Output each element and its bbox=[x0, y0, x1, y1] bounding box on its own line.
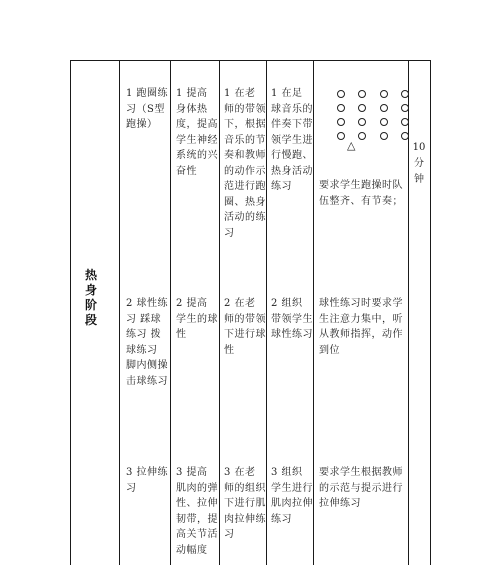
table-top-border bbox=[70, 60, 430, 61]
time-unit-char: 分 bbox=[414, 158, 424, 169]
row1-teacher-activity: 1 在老师的带领下，根据音乐的节奏和教师的动作示范进行跑圈、热身活动的练习 bbox=[224, 88, 266, 239]
stage-char: 身 bbox=[84, 283, 97, 297]
row3-goal: 3 提高肌肉的弹性、拉伸韧带，提高关节活动幅度 bbox=[176, 467, 218, 556]
formation-diagram bbox=[337, 87, 409, 143]
row1-student-activity: 1 在足球音乐的伴奏下带领学生进行慢跑、热身活动练习 bbox=[271, 88, 313, 192]
student-marker bbox=[380, 90, 388, 98]
teacher-marker: △ bbox=[347, 139, 356, 152]
time-unit-char: 钟 bbox=[414, 174, 424, 185]
student-marker bbox=[358, 90, 366, 98]
row3-requirement: 要求学生根据教师的示范与提示进行拉伸练习 bbox=[319, 467, 403, 509]
row2-goal: 2 提高学生的球性 bbox=[176, 298, 218, 340]
stage-char: 阶 bbox=[84, 298, 97, 312]
row1-requirement: 要求学生跑操时队伍整齐、有节奏； bbox=[319, 180, 403, 207]
table-left-border bbox=[70, 60, 71, 565]
student-marker bbox=[337, 132, 345, 140]
stage-label bbox=[84, 268, 98, 328]
student-marker bbox=[358, 132, 366, 140]
row3-student-activity: 3 组织学生进行肌肉拉伸练习 bbox=[271, 467, 313, 525]
column-divider-1 bbox=[119, 60, 120, 565]
table-right-border bbox=[430, 60, 431, 565]
row2-content: 2 球性练习 踩球练习 拨球练习 脚内侧操击球练习 bbox=[126, 298, 169, 387]
row3-teacher-activity: 3 在老师的组织下进行肌肉拉伸练习 bbox=[224, 467, 266, 540]
row2-student-activity: 2 组织带领学生球性练习 bbox=[271, 298, 313, 340]
student-marker bbox=[380, 132, 388, 140]
column-divider-3 bbox=[219, 60, 220, 565]
student-marker bbox=[380, 118, 388, 126]
stage-char: 热 bbox=[84, 268, 97, 282]
time-value: 10 bbox=[412, 142, 426, 153]
student-marker bbox=[380, 104, 388, 112]
time-allotment bbox=[411, 140, 427, 188]
student-marker bbox=[401, 90, 409, 98]
student-marker bbox=[401, 118, 409, 126]
student-marker bbox=[401, 104, 409, 112]
student-marker bbox=[337, 104, 345, 112]
student-marker bbox=[337, 118, 345, 126]
column-divider-4 bbox=[266, 60, 267, 565]
row1-goal: 1 提高身体热度，提高学生神经系统的兴奋性 bbox=[176, 88, 218, 177]
column-divider-5 bbox=[313, 60, 314, 565]
row1-content: 1 跑圈练习（S型跑操） bbox=[126, 88, 169, 130]
row3-content: 3 拉伸练习 bbox=[126, 467, 169, 494]
student-marker bbox=[337, 90, 345, 98]
row2-teacher-activity: 2 在老师的带领下进行球性 bbox=[224, 298, 266, 356]
column-divider-2 bbox=[170, 60, 171, 565]
student-marker bbox=[358, 104, 366, 112]
row2-requirement: 球性练习时要求学生注意力集中，听从教师指挥，动作到位 bbox=[319, 298, 403, 356]
student-marker bbox=[358, 118, 366, 126]
student-marker bbox=[401, 132, 409, 140]
stage-char: 段 bbox=[84, 313, 97, 327]
